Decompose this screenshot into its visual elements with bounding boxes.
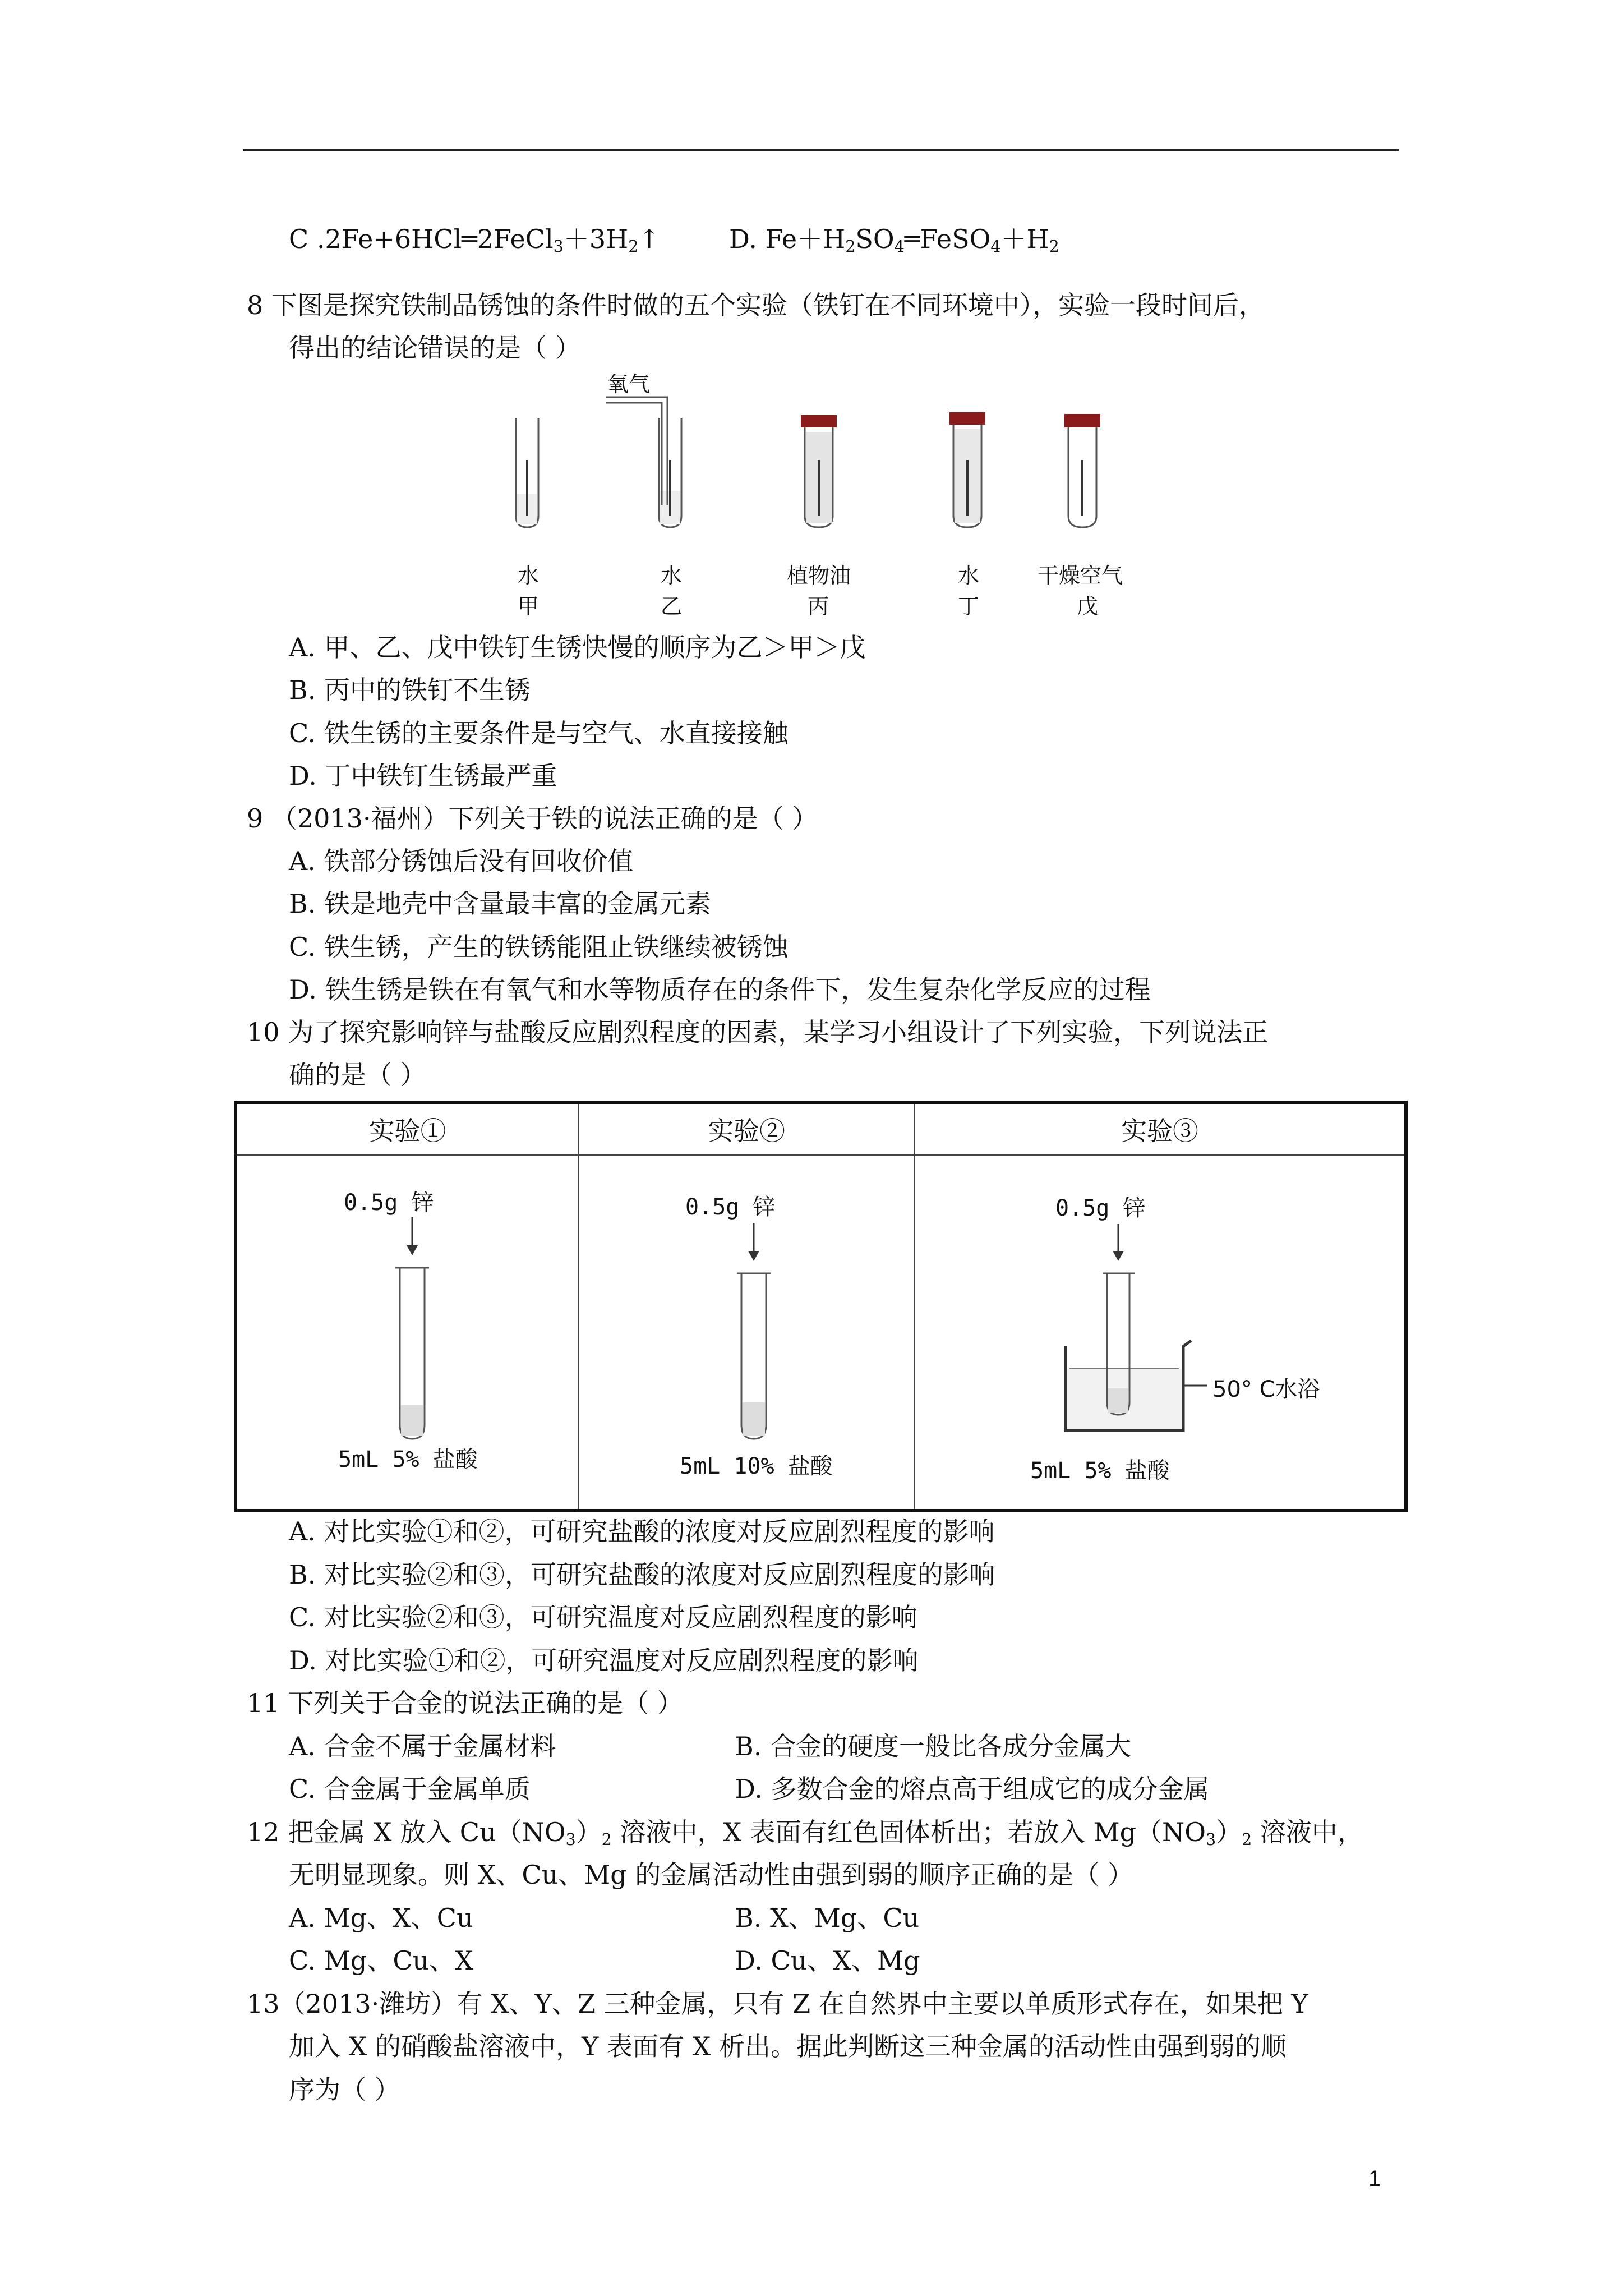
q13-stem-line3: 序为（ ）	[289, 2074, 400, 2105]
q13-stem-line1: 13（2013·潍坊）有 X、Y、Z 三种金属，只有 Z 在自然界中主要以单质形式存在，如果把 Y	[247, 1989, 1308, 2019]
table-header-exp3: 实验③	[915, 1102, 1406, 1155]
exp2-arrow	[748, 1223, 759, 1261]
page-number: 1	[1368, 2166, 1381, 2191]
exp2-acid-label: 5mL 10% 盐酸	[680, 1453, 833, 1479]
q8-option-a: A. 甲、乙、戊中铁钉生锈快慢的顺序为乙＞甲＞戊	[289, 632, 866, 662]
q10-option-d: D. 对比实验①和②，可研究温度对反应剧烈程度的影响	[289, 1645, 919, 1676]
exp2-zinc-label: 0.5g 锌	[685, 1194, 776, 1220]
q10-option-b: B. 对比实验②和③，可研究盐酸的浓度对反应剧烈程度的影响	[289, 1559, 995, 1590]
q11-stem: 11 下列关于合金的说法正确的是（ ）	[247, 1688, 683, 1718]
tube-wu-medium: 干燥空气	[1038, 563, 1123, 588]
exp1-arrow	[407, 1217, 418, 1255]
table-header-exp1: 实验①	[236, 1102, 578, 1155]
q8-option-b: B. 丙中的铁钉不生锈	[289, 675, 531, 705]
q10-experiment-table	[234, 1101, 1408, 1512]
tube-jia-medium: 水	[518, 563, 540, 588]
tube-wu	[1064, 414, 1100, 527]
exp1-cell	[236, 1155, 578, 1511]
q11-option-a: A. 合金不属于金属材料	[289, 1731, 556, 1761]
tube-ding	[949, 412, 985, 527]
q13-stem-line2: 加入 X 的硝酸盐溶液中，Y 表面有 X 析出。据此判断这三种金属的活动性由强到弱的顺	[289, 2031, 1287, 2062]
tube-bing-medium: 植物油	[787, 563, 851, 588]
exp2-test-tube	[737, 1273, 771, 1439]
q11-option-b: B. 合金的硬度一般比各成分金属大	[735, 1731, 1132, 1761]
tube-ding-medium: 水	[958, 563, 980, 588]
tube-wu-name: 戊	[1077, 594, 1099, 619]
q10-option-a: A. 对比实验①和②，可研究盐酸的浓度对反应剧烈程度的影响	[289, 1516, 995, 1547]
q12-option-c: C. Mg、Cu、X	[289, 1945, 473, 1976]
q7-option-c: C $.2Fe+6HCl═2FeCl_3+3H_2↑$	[289, 224, 660, 256]
table-header-exp2: 实验②	[578, 1102, 915, 1155]
tube-jia	[516, 418, 538, 527]
exp3-acid-label: 5mL 5% 盐酸	[1030, 1458, 1170, 1484]
exp3-arrow	[1113, 1224, 1124, 1261]
q11-option-c: C. 合金属于金属单质	[289, 1774, 531, 1804]
exp1-acid-label: 5mL 5% 盐酸	[338, 1447, 478, 1473]
q8-option-c: C. 铁生锈的主要条件是与空气、水直接接触	[289, 718, 789, 748]
oxygen-label: 氧气	[607, 372, 651, 397]
tube-bing-name: 丙	[808, 594, 829, 619]
exp3-cell	[915, 1155, 1406, 1511]
q10-stem-line1: 10 为了探究影响锌与盐酸反应剧烈程度的因素，某学习小组设计了下列实验，下列说法正	[247, 1017, 1269, 1047]
tube-jia-name: 甲	[518, 594, 540, 619]
water-bath-label: 50° C水浴	[1212, 1377, 1320, 1402]
tube-yi	[606, 397, 681, 527]
header-rule	[243, 149, 1399, 151]
tube-bing	[801, 415, 837, 527]
q12-option-a: A. Mg、X、Cu	[289, 1903, 473, 1933]
exp1-test-tube	[395, 1268, 429, 1439]
q9-option-b: B. 铁是地壳中含量最丰富的金属元素	[289, 889, 712, 919]
q8-option-d: D. 丁中铁钉生锈最严重	[289, 761, 557, 791]
q7-option-d: D. $Fe+H_2SO_4═FeSO_4+H_2$	[729, 224, 1059, 256]
q10-stem-line2: 确的是（ ）	[289, 1060, 426, 1090]
q8-stem-line2: 得出的结论错误的是（ ）	[289, 333, 581, 363]
q8-rust-experiment-figure	[494, 365, 1155, 533]
q8-stem-line1: 8 下图是探究铁制品锈蚀的条件时做的五个实验（铁钉在不同环境中），实验一段时间后，	[247, 290, 1265, 320]
q9-option-a: A. 铁部分锈蚀后没有回收价值	[289, 846, 634, 876]
q11-option-d: D. 多数合金的熔点高于组成它的成分金属	[735, 1774, 1210, 1804]
q12-stem-line1: 12 把金属 X 放入 $Cu(NO_3)_2$ 溶液中，X 表面有红色固体析出；若放入 $Mg(NO_3)_2$ 溶液中，	[247, 1817, 1363, 1849]
q10-option-c: C. 对比实验②和③，可研究温度对反应剧烈程度的影响	[289, 1602, 917, 1632]
q9-option-c: C. 铁生锈，产生的铁锈能阻止铁继续被锈蚀	[289, 932, 789, 962]
exp1-zinc-label: 0.5g 锌	[344, 1190, 434, 1216]
exp2-cell	[578, 1155, 915, 1511]
q9-option-d: D. 铁生锈是铁在有氧气和水等物质存在的条件下，发生复杂化学反应的过程	[289, 974, 1151, 1005]
q12-option-b: B. X、Mg、Cu	[735, 1903, 920, 1933]
tube-yi-medium: 水	[661, 563, 683, 588]
q12-option-d: D. Cu、X、Mg	[735, 1945, 920, 1976]
tube-yi-name: 乙	[661, 594, 683, 619]
q12-stem-line2: 无明显现象。则 X、Cu、Mg 的金属活动性由强到弱的顺序正确的是（ ）	[289, 1860, 1133, 1890]
water-bath-beaker	[1066, 1341, 1191, 1430]
tube-ding-name: 丁	[958, 594, 980, 619]
exp3-zinc-label: 0.5g 锌	[1055, 1195, 1146, 1221]
q9-stem: 9 （2013·福州）下列关于铁的说法正确的是（ ）	[247, 803, 818, 834]
